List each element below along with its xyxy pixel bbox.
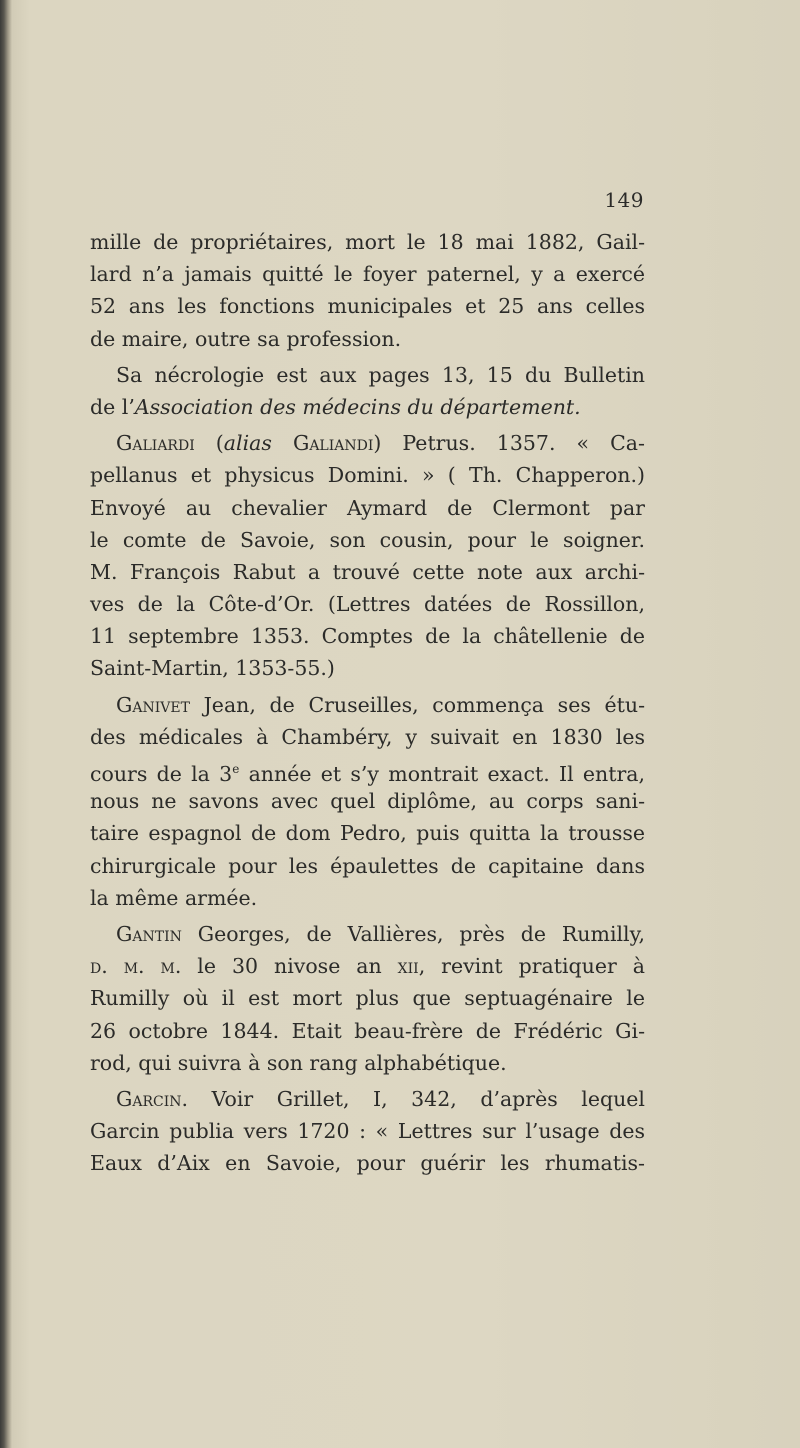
text-line: des médicales à Chambéry, y suivait en 1830 les (90, 724, 645, 749)
text-run: cours de la 3 (90, 761, 233, 786)
text-line: Envoyé au chevalier Aymard de Clermont par (90, 495, 645, 520)
text-run: ( (215, 431, 224, 456)
text-line (90, 753, 645, 785)
text-line: rod, qui suivra à son rang alphabétique. (90, 1050, 507, 1075)
text-line: Saint-Martin, 1353-55.) (90, 656, 335, 681)
text-run: le 30 nivose an (181, 954, 398, 979)
book-spine-shadow (0, 0, 12, 1448)
text-run: Jean, de Cruseilles, commença ses étu- (189, 692, 645, 717)
text-line: nous ne savons avec quel diplôme, au corps sani- (90, 789, 645, 814)
italic-title: Association des médecins du département. (134, 394, 581, 419)
text-line (90, 950, 645, 982)
text-line: de maire, outre sa profession. (90, 326, 402, 351)
degree-abbrev: d. m. m. (90, 954, 182, 979)
text-run: Georges, de Vallières, près de Rumilly, (181, 921, 645, 946)
entry-garcin (90, 1083, 645, 1180)
text-run: . Voir Grillet, I, 342, d’après lequel (181, 1086, 645, 1111)
text-line: Eaux d’Aix en Savoie, pour guérir les rhumatis- (90, 1151, 645, 1176)
superscript: e (232, 762, 240, 776)
alias-name: Galiandi (292, 431, 374, 456)
text-line: ves de la Côte-d’Or. (Lettres datées de Rossillon, (90, 592, 645, 617)
text-line (90, 1083, 645, 1115)
entry-name: Gantin (116, 921, 182, 946)
entry-name: Garcin (116, 1086, 182, 1111)
text-line: taire espagnol de dom Pedro, puis quitta la trousse (90, 821, 645, 846)
body-text (90, 226, 645, 1183)
page-number: 149 (604, 188, 644, 212)
text-run: année et s’y montrait exact. Il entra, (239, 761, 645, 786)
text-line: lard n’a jamais quitté le foyer paternel, y a exercé (90, 262, 645, 287)
text-line: Rumilly où il est mort plus que septuagénaire le (90, 986, 645, 1011)
entry-gantin (90, 918, 645, 1079)
text-run: de l’ (90, 394, 135, 419)
text-line: la même armée. (90, 885, 258, 910)
text-line: pellanus et physicus Domini. » ( Th. Chapperon.) (90, 463, 645, 488)
text-line: Garcin publia vers 1720 : « Lettres sur l’usage des (90, 1119, 645, 1144)
italic-word: alias (223, 431, 272, 456)
paragraph-necrologie (90, 359, 645, 423)
text-line: chirurgicale pour les épaulettes de capitaine dans (90, 853, 645, 878)
text-line: 26 octobre 1844. Etait beau-frère de Frédéric Gi- (90, 1018, 645, 1043)
text-line (90, 689, 645, 721)
text-line: M. François Rabut a trouvé cette note aux archi- (90, 559, 645, 584)
entry-name: Galiardi (116, 431, 195, 456)
text-run: , revint pratiquer à (418, 954, 645, 979)
text-run: ) Petrus. 1357. « Ca- (373, 431, 645, 456)
text-line: le comte de Savoie, son cousin, pour le soigner. (90, 527, 645, 552)
text-line: 52 ans les fonctions municipales et 25 ans celles (90, 294, 645, 319)
entry-ganivet (90, 689, 645, 914)
text-line: 11 septembre 1353. Comptes de la châtellenie de (90, 624, 645, 649)
text-line (90, 918, 645, 950)
paragraph-gaillard-continued (90, 226, 645, 355)
roman-numeral: xii (397, 954, 419, 979)
text-line: Sa nécrologie est aux pages 13, 15 du Bulletin (116, 362, 645, 387)
entry-name: Ganivet (116, 692, 190, 717)
text-line (90, 427, 645, 459)
text-line: mille de propriétaires, mort le 18 mai 1882, Gail- (90, 230, 645, 254)
entry-galiardi (90, 427, 645, 685)
text-line (90, 391, 645, 423)
